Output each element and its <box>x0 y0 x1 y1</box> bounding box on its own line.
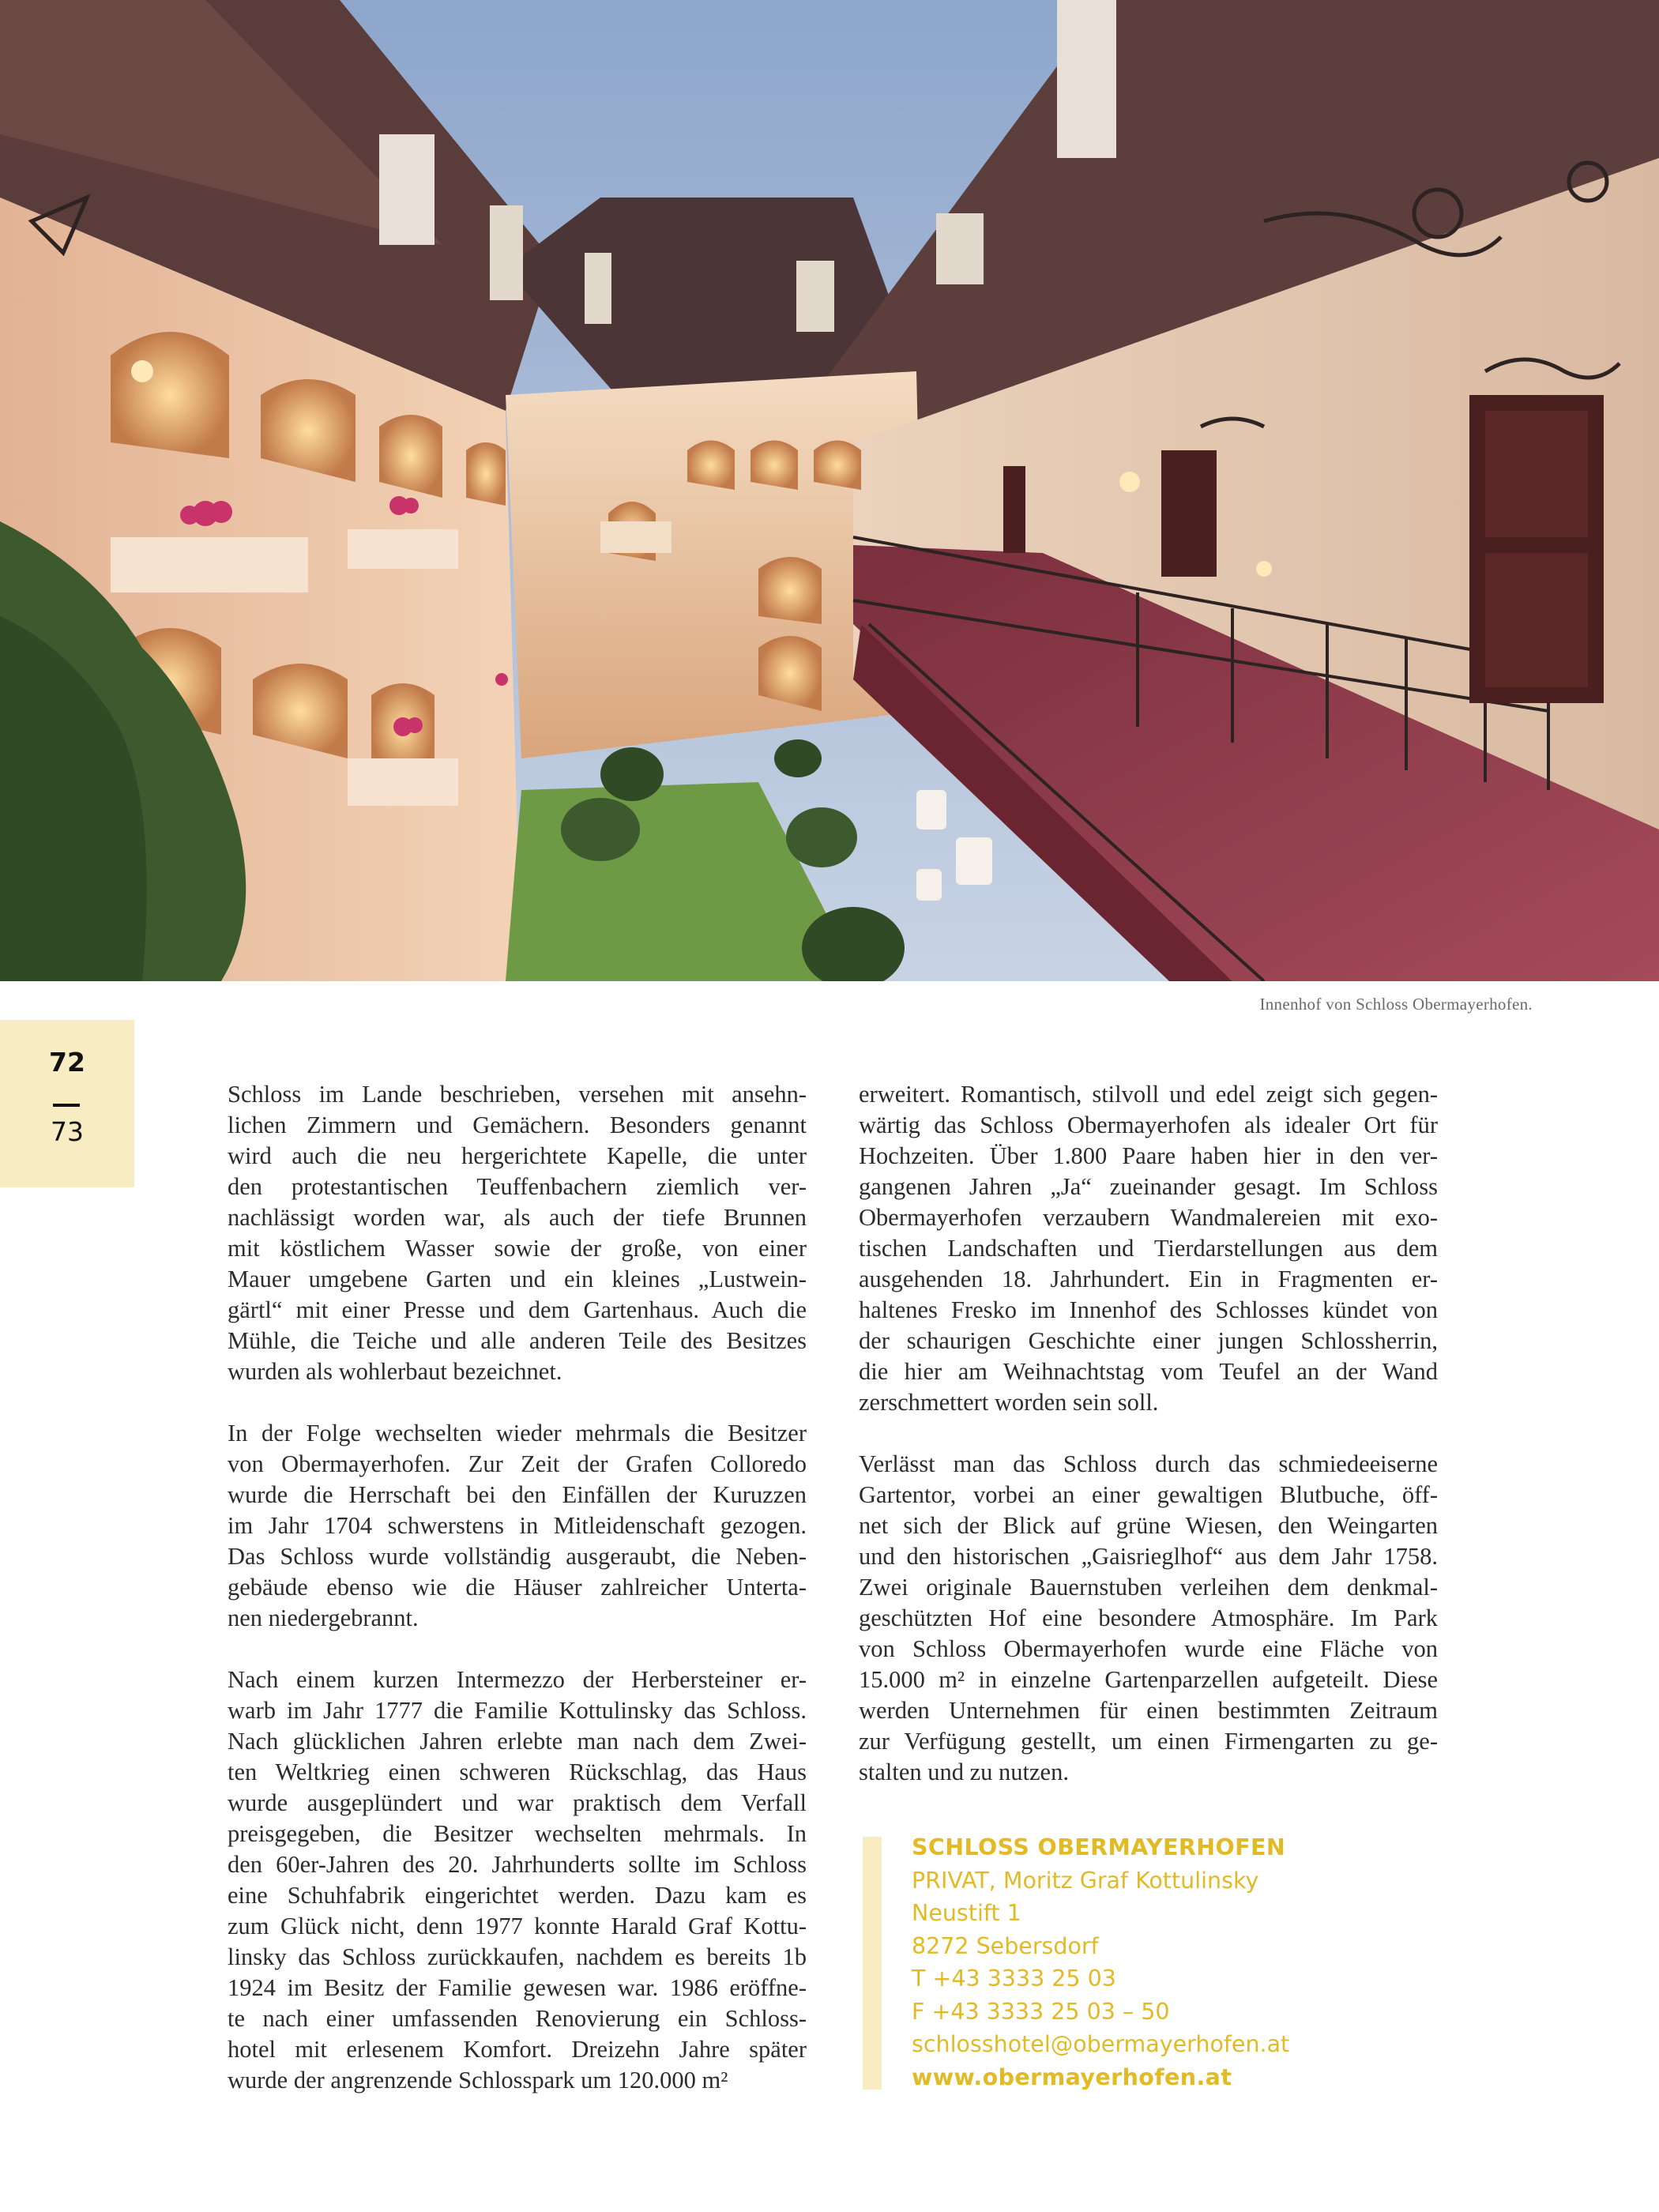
text-line: haltenes Fresko im Innenhof des Schlosses kündet von <box>859 1296 1438 1323</box>
contact-owner: PRIVAT, Moritz Graf Kottulinsky <box>912 1867 1259 1894</box>
text-line: warb im Jahr 1777 die Familie Kottulinsky das Schloss. <box>228 1697 807 1724</box>
text-line: Zwei originale Bauernstuben verleihen dem denkmal- <box>859 1574 1438 1601</box>
contact-city: 8272 Sebersdorf <box>912 1932 1099 1959</box>
text-line: 1924 im Besitz der Familie gewesen war. 1986 eröffne- <box>228 1974 807 2001</box>
paragraph-gap <box>228 1634 807 1665</box>
text-line: eine Schuhfabrik eingerichtet werden. Dazu kam es <box>228 1882 807 1909</box>
text-line: geschützten Hof eine besondere Atmosphäre. Im Park <box>859 1604 1438 1631</box>
contact-accent-bar <box>863 1837 882 2090</box>
text-line: werden Unternehmen für einen bestimmten Zeitraum <box>859 1697 1438 1724</box>
text-line: Obermayerhofen verzaubern Wandmalereien mit exo- <box>859 1204 1438 1231</box>
text-line: nachlässigt worden war, als auch der tiefe Brunnen <box>228 1204 807 1231</box>
text-line: den 60er-Jahren des 20. Jahrhunderts sollte im Schloss <box>228 1851 807 1878</box>
text-line: Nach einem kurzen Intermezzo der Herbersteiner er- <box>228 1666 807 1693</box>
text-line: zum Glück nicht, denn 1977 konnte Harald Graf Kottu- <box>228 1913 807 1939</box>
contact-block <box>912 1831 1289 2094</box>
text-line: Verlässt man das Schloss durch das schmiedeeiserne <box>859 1450 1438 1477</box>
text-line: wurde ausgeplündert und war praktisch dem Verfall <box>228 1789 807 1816</box>
text-line: hotel mit erlesenem Komfort. Dreizehn Jahre später <box>228 2036 807 2063</box>
text-line: Schloss im Lande beschrieben, versehen mit ansehn- <box>228 1081 807 1108</box>
contact-website-link[interactable]: www.obermayerhofen.at <box>912 2063 1232 2090</box>
text-line: nen niedergebrannt. <box>228 1604 419 1631</box>
text-line: wurde der angrenzende Schlosspark um 120.000 m² <box>228 2067 728 2094</box>
text-line: tischen Landschaften und Tierdarstellungen aus dem <box>859 1235 1438 1262</box>
photo-caption: Innenhof von Schloss Obermayerhofen. <box>1259 995 1533 1014</box>
photo-courtyard-icon <box>0 0 1659 981</box>
page-number-tab <box>0 1020 134 1187</box>
text-line: wurden als wohlerbaut bezeichnet. <box>228 1358 562 1385</box>
text-line: von Obermayerhofen. Zur Zeit der Grafen Colloredo <box>228 1450 807 1477</box>
text-line: Nach glücklichen Jahren erlebte man nach dem Zwei- <box>228 1728 807 1755</box>
courtyard-photo <box>0 0 1659 981</box>
text-line: von Schloss Obermayerhofen wurde eine Fläche von <box>859 1635 1438 1662</box>
contact-phone: T +43 3333 25 03 <box>912 1966 1116 1992</box>
text-line: Mühle, die Teiche und alle anderen Teile des Besitzes <box>228 1327 807 1354</box>
contact-fax: F +43 3333 25 03 – 50 <box>912 1998 1170 2025</box>
text-line: preisgegeben, die Besitzer wechselten mehrmals. In <box>228 1820 807 1847</box>
text-line: 15.000 m² in einzelne Gartenparzellen aufgeteilt. Diese <box>859 1666 1438 1693</box>
text-line: der schaurigen Geschichte einer jungen Schlossherrin, <box>859 1327 1438 1354</box>
text-line: zur Verfügung gestellt, um einen Firmengarten zu ge- <box>859 1728 1438 1755</box>
paragraph-gap <box>228 1387 807 1418</box>
text-line: die hier am Weihnachtstag vom Teufel an der Wand <box>859 1358 1438 1385</box>
text-line: gärtl“ mit einer Presse und dem Gartenhaus. Auch die <box>228 1296 807 1323</box>
text-line: In der Folge wechselten wieder mehrmals die Besitzer <box>228 1420 807 1446</box>
text-line: lichen Zimmern und Gemächern. Besonders genannt <box>228 1112 807 1138</box>
text-line: ten Weltkrieg einen schweren Rückschlag, das Haus <box>228 1759 807 1785</box>
text-line: ausgehenden 18. Jahrhundert. Ein in Fragmenten er- <box>859 1266 1438 1292</box>
right-text-column <box>859 1079 1438 1788</box>
text-line: stalten und zu nutzen. <box>859 1759 1069 1785</box>
text-line: Gartentor, vorbei an einer gewaltigen Blutbuche, öff- <box>859 1481 1438 1508</box>
text-line: net sich der Blick auf grüne Wiesen, den Weingarten <box>859 1512 1438 1539</box>
text-line: Hochzeiten. Über 1.800 Paare haben hier in den ver- <box>859 1142 1438 1169</box>
next-page-number: 73 <box>51 1116 84 1147</box>
text-line: gebäude ebenso wie die Häuser zahlreicher Unterta- <box>228 1574 807 1601</box>
text-line: zerschmettert worden sein soll. <box>859 1389 1159 1416</box>
text-line: wird auch die neu hergerichtete Kapelle, die unter <box>228 1142 807 1169</box>
left-text-column <box>228 1079 807 2096</box>
text-line: wärtig das Schloss Obermayerhofen als idealer Ort für <box>859 1112 1438 1138</box>
paragraph-gap <box>859 1418 1438 1449</box>
contact-street: Neustift 1 <box>912 1900 1021 1926</box>
text-line: im Jahr 1704 schwerstens in Mitleidenschaft gezogen. <box>228 1512 807 1539</box>
text-line: erweitert. Romantisch, stilvoll und edel zeigt sich gegen- <box>859 1081 1438 1108</box>
current-page-number: 72 <box>49 1047 85 1078</box>
page-number-divider <box>53 1104 80 1107</box>
contact-name: SCHLOSS OBERMAYERHOFEN <box>912 1834 1286 1860</box>
text-line: linsky das Schloss zurückkaufen, nachdem es bereits 1b <box>228 1943 807 1970</box>
text-line: Mauer umgebene Garten und ein kleines „Lustwein- <box>228 1266 807 1292</box>
text-line: und den historischen „Gaisrieglhof“ aus dem Jahr 1758. <box>859 1543 1438 1570</box>
text-line: den protestantischen Teuffenbachern ziemlich ver- <box>228 1173 807 1200</box>
contact-email-link[interactable]: schlosshotel@obermayerhofen.at <box>912 2031 1290 2057</box>
text-line: Das Schloss wurde vollständig ausgeraubt, die Neben- <box>228 1543 807 1570</box>
text-line: te nach einer umfassenden Renovierung ein Schloss- <box>228 2005 807 2032</box>
text-line: wurde die Herrschaft bei den Einfällen der Kuruzzen <box>228 1481 807 1508</box>
text-line: mit köstlichem Wasser sowie der große, von einer <box>228 1235 807 1262</box>
text-line: gangenen Jahren „Ja“ zueinander gesagt. Im Schloss <box>859 1173 1438 1200</box>
